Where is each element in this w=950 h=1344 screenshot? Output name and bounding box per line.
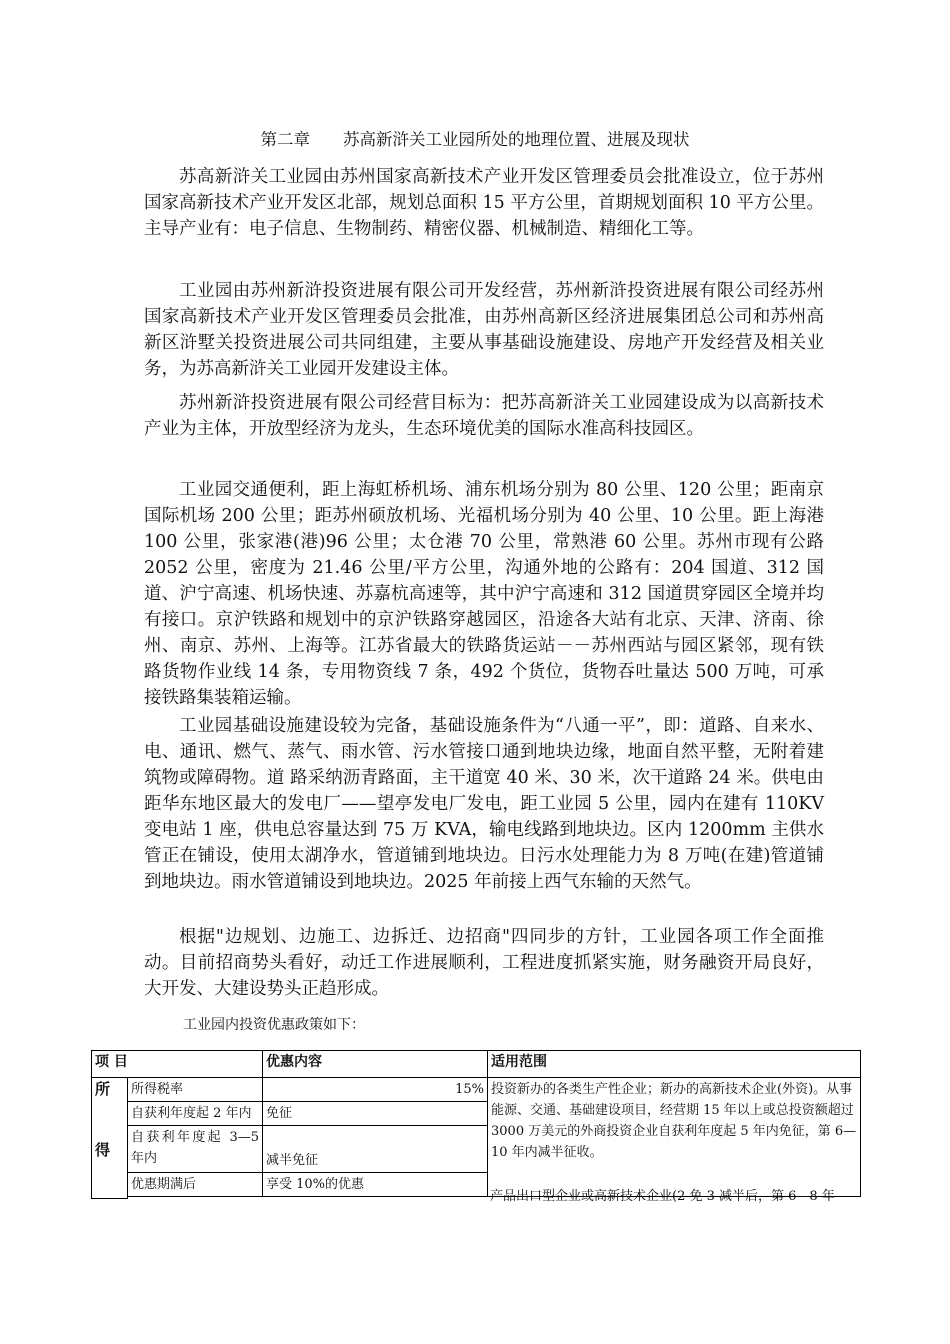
policy-intro: 工业园内投资优惠政策如下：: [183, 1017, 365, 1033]
category-char: 所: [95, 1080, 111, 1098]
header-content: 优惠内容: [263, 1051, 488, 1078]
policy-table: [91, 1050, 861, 1199]
paragraph-5: 工业园基础设施建设较为完备，基础设施条件为“八通一平”，即：道路、自来水、电、通讯、燃气、蒸气、雨水管、污水管接口通到地块边缘，地面自然平整，无附着建筑物或障碍物。道 路采纳沥青路面，主干道宽 40 米、30 米，次干道路 24 米。供电由距华东地区最大的发电厂——望亭发电厂发电，距工业园 5 公里，园内在建有 110KV 变电站 1 座，供电总容量达到 75 万 KVA，输电线路到地块边。区内 1200mm 主供水管正在铺设，使用太湖净水，管道铺到地块边。日污水处理能力为 8 万吨(在建)管道铺到地块边。雨水管道铺设到地块边。2025 年前接上西气东输的天然气。: [144, 716, 824, 892]
category-char: 得: [95, 1141, 111, 1159]
content-cell: 享受 10%的优惠: [263, 1173, 488, 1197]
body-text: [144, 713, 824, 895]
table-row: [92, 1078, 861, 1102]
header-scope: 适用范围: [488, 1051, 861, 1078]
content-cell: 减半免征: [263, 1126, 488, 1173]
item-cell: 优惠期满后: [128, 1173, 263, 1197]
body-text: [144, 390, 824, 442]
content-cell: 免征: [263, 1102, 488, 1126]
paragraph-1: 苏高新浒关工业园由苏州国家高新技术产业开发区管理委员会批准设立，位于苏州国家高新技术产业开发区北部，规划总面积 15 平方公里，首期规划面积 10 平方公里。主导产业有：电子信息、生物制药、精密仪器、机械制造、精细化工等。: [144, 167, 824, 239]
chapter-title: 第二章 苏高新浒关工业园所处的地理位置、进展及现状: [260, 130, 690, 149]
paragraph-6: 根据"边规划、边施工、边拆迁、边招商"四同步的方针，工业园各项工作全面推动。目前招商势头看好，动迁工作进展顺利，工程进度抓紧实施，财务融资开局良好，大开发、大建设势头正趋形成。: [144, 927, 824, 999]
content-cell: 15%: [263, 1078, 488, 1102]
item-cell: 所得税率: [128, 1078, 263, 1102]
body-text: [144, 477, 824, 711]
category-cell: [92, 1078, 128, 1199]
scope-last-line: 产品出口型企业或高新技术企业(2 免 3 减半后，第 6—8 年: [490, 1189, 835, 1204]
paragraph-2: 工业园由苏州新浒投资进展有限公司开发经营，苏州新浒投资进展有限公司经苏州国家高新技术产业开发区管理委员会批准，由苏州高新区经济进展集团总公司和苏州高新区浒墅关投资进展公司共同组建，主要从事基础设施建设、房地产开发经营及相关业务，为苏高新浒关工业园开发建设主体。: [144, 281, 824, 379]
paragraph-4: 工业园交通便利，距上海虹桥机场、浦东机场分别为 80 公里、120 公里；距南京国际机场 200 公里；距苏州硕放机场、光福机场分别为 40 公里、10 公里。距上海港 100 公里，张家港(港)96 公里；太仓港 70 公里，常熟港 60 公里。苏州市现有公路 2052 公里，密度为 21.46 公里/平方公里，沟通外地的公路有：204 国道、312 国道、沪宁高速、机场快速、苏嘉杭高速等，其中沪宁高速和 312 国道贯穿园区全境并均有接口。京沪铁路和规划中的京沪铁路穿越园区，沿途各大站有北京、天津、济南、徐州、南京、苏州、上海等。江苏省最大的铁路货运站－－苏州西站与园区紧邻，现有铁路货物作业线 14 条，专用物资线 7 条，492 个货位，货物吞吐量达 500 万吨，可承接铁路集装箱运输。: [144, 480, 824, 708]
header-item: 项 目: [92, 1051, 263, 1078]
body-text: [144, 924, 824, 1002]
body-text: [144, 278, 824, 382]
table-header-row: [92, 1051, 861, 1078]
item-cell: 自获利年度起 3—5 年内: [128, 1126, 263, 1173]
paragraph-3: 苏州新浒投资进展有限公司经营目标为：把苏高新浒关工业园建设成为以高新技术产业为主体，开放型经济为龙头，生态环境优美的国际水准高科技园区。: [144, 393, 824, 439]
item-cell: 自获利年度起 2 年内: [128, 1102, 263, 1126]
scope-cell: 投资新办的各类生产性企业；新办的高新技术企业(外资)。从事能源、交通、基础建设项目，经营期 15 年以上或总投资额超过 3000 万美元的外商投资企业自获利年度起 5 年内免征，第 6—10 年内减半征收。: [488, 1078, 861, 1197]
body-text: [144, 164, 824, 242]
